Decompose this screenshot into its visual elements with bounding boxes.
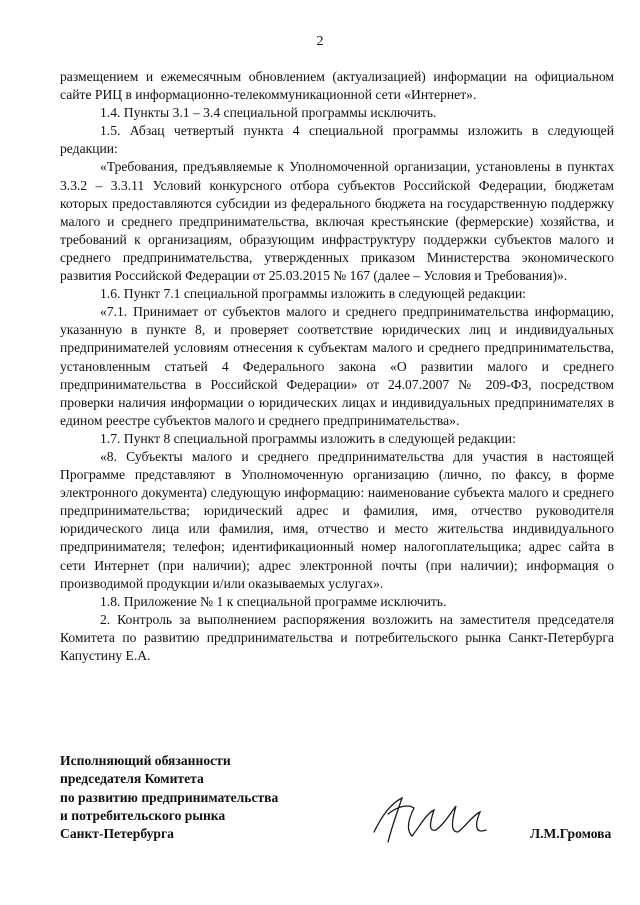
paragraph-1-5: 1.5. Абзац четвертый пункта 4 специальной программы изложить в следующей редакции: [60, 123, 614, 157]
paragraph-8-quote: «8. Субъекты малого и среднего предпринимательства для участия в настоящей Программе представляют в Уполномоченную организацию (лично, по факсу, в форме электронного документа) следующую информацию: наименование субъекта малого и среднего предпринимательства; юридический адрес и фамилия, имя, отчество руководителя юридического лица или фамилия, имя, отчество и место жительства индивидуального предпринимателя; телефон; идентификационный номер налогоплательщика; адрес сайта в сети Интернет (при наличии); адрес электронной почты (при наличии); информация о производимой продукции и/или оказываемых услугах». [60, 448, 614, 591]
paragraph-2-control: 2. Контроль за выполнением распоряжения возложить на заместителя председателя Комитета по развитию предпринимательства и потребительского рынка Санкт-Петербурга Капустину Е.А. [60, 611, 614, 663]
paragraph-requirements-quote: «Требования, предъявляемые к Уполномоченной организации, установлены в пунктах 3.3.2 – 3.3.11 Условий конкурсного отбора субъектов Российской Федерации, бюджетам которых предоставляются субсидии из федерального бюджета на государственную поддержку малого и среднего предпринимательства, включая крестьянские (фермерские) хозяйства, и требований к организациям, образующим инфраструктуру поддержки субъектов малого и среднего предпринимательства, утвержденных приказом Министерства экономического развития Российской Федерации от 25.03.2015 № 167 (далее – Условия и Требования)». [60, 159, 614, 284]
paragraph-1-6: 1.6. Пункт 7.1 специальной программы изложить в следующей редакции: [100, 286, 527, 302]
paragraph-1-4: 1.4. Пункты 3.1 – 3.4 специальной программы исключить. [100, 105, 437, 121]
page-number: 2 [316, 34, 324, 49]
signatory-title [60, 752, 278, 843]
paragraph-1-7: 1.7. Пункт 8 специальной программы изложить в следующей редакции: [100, 430, 516, 446]
handwritten-signature [368, 786, 508, 856]
document-body [60, 68, 614, 665]
signatory-title-line: по развитию предпринимательства [60, 789, 279, 805]
signatory-title-line: Санкт-Петербурга [60, 826, 174, 842]
signatory-title-line: Исполняющий обязанности [60, 753, 231, 768]
signatory-title-line: и потребительского рынка [60, 807, 226, 823]
signatory-title-line: председателя Комитета [60, 771, 204, 787]
paragraph-1-8: 1.8. Приложение № 1 к специальной программе исключить. [100, 593, 447, 609]
signatory-name: Л.М.Громова [530, 826, 612, 841]
paragraph-continuation: размещением и ежемесячным обновлением (актуализацией) информации на официальном сайте РИЦ в информационно-телекоммуникационной сети «Интернет». [60, 69, 614, 103]
paragraph-7-1-quote: «7.1. Принимает от субъектов малого и среднего предпринимательства информацию, указанную в пункте 8, и проверяет соответствие юридических лиц и индивидуальных предпринимателей условиям отнесения к субъектам малого и среднего предпринимательства, установленным статьей 4 Федерального закона «О развитии малого и среднего предпринимательства в Российской Федерации» от 24.07.2007 № 209-ФЗ, посредством проверки наличия информации о юридических лицах и индивидуальных предпринимателях в едином реестре субъектов малого и среднего предпринимательства». [60, 304, 614, 428]
